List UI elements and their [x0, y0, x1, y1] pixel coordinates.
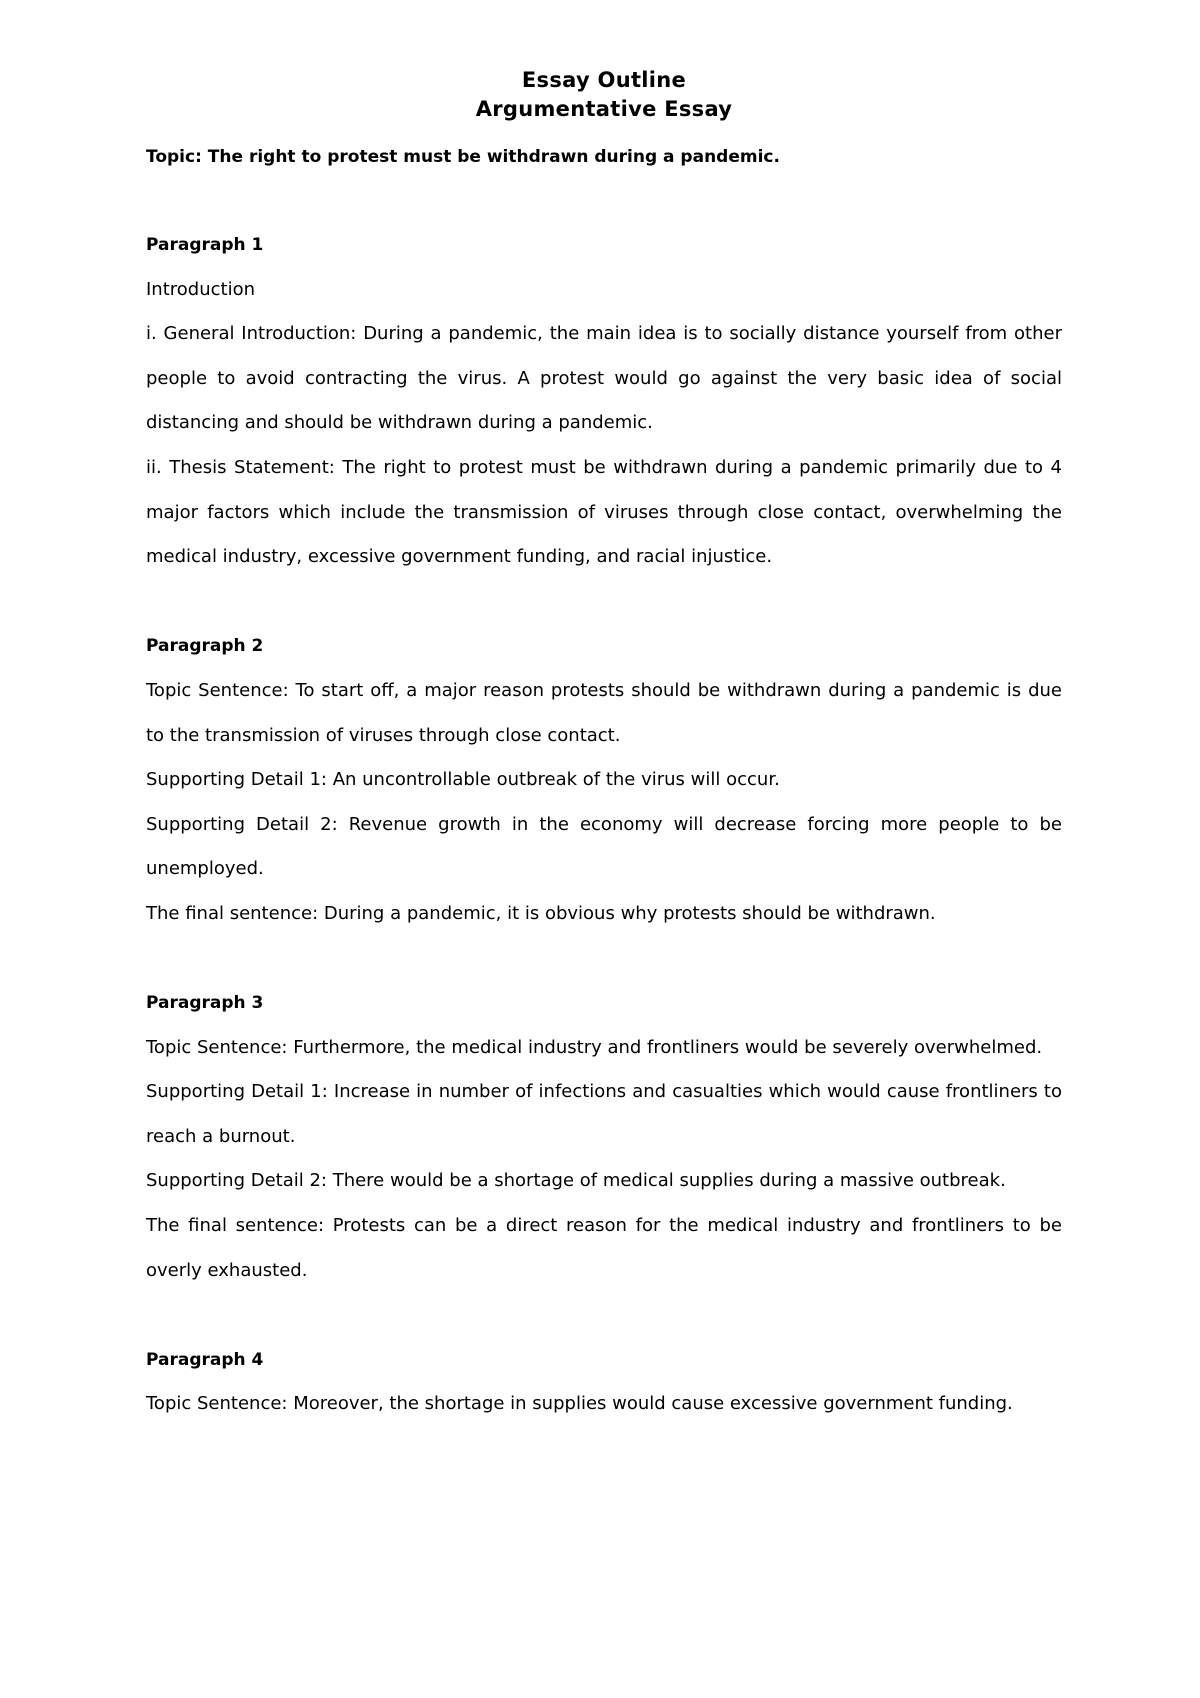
paragraph-section-4	[146, 1338, 1062, 1427]
paragraph-section-3	[146, 981, 1062, 1293]
topic-line: Topic: The right to protest must be withdrawn during a pandemic.	[146, 147, 780, 167]
spacer	[146, 179, 1062, 223]
supporting-detail-2: Supporting Detail 2: Revenue growth in the economy will decrease forcing more people to be unemployed.	[146, 813, 1062, 880]
paragraph-heading: Paragraph 2	[146, 636, 264, 657]
paragraph-heading: Paragraph 1	[146, 235, 264, 255]
final-sentence: The final sentence: Protests can be a direct reason for the medical industry and frontliners to be overly exhausted.	[146, 1215, 1062, 1281]
general-introduction: i. General Introduction: During a pandemic, the main idea is to socially distance yourself from other people to avoid contracting the virus. A protest would go against the very basic idea of social distancing and should be withdrawn during a pandemic.	[146, 323, 1062, 434]
final-sentence: The final sentence: During a pandemic, it is obvious why protests should be withdrawn.	[146, 902, 936, 924]
document-subtitle: Argumentative Essay	[475, 97, 733, 121]
topic-sentence: Topic Sentence: Moreover, the shortage in supplies would cause excessive government funding.	[146, 1393, 1013, 1415]
supporting-detail-1: Supporting Detail 1: Increase in number of infections and casualties which would cause frontliners to reach a burnout.	[146, 1081, 1062, 1147]
topic-sentence: Topic Sentence: Furthermore, the medical industry and frontliners would be severely overwhelmed.	[146, 1036, 1043, 1058]
paragraph-section-1	[146, 223, 1062, 580]
document-title: Essay Outline	[521, 68, 687, 92]
document-page	[146, 66, 1062, 1472]
supporting-detail-1: Supporting Detail 1: An uncontrollable outbreak of the virus will occur.	[146, 769, 780, 791]
section-label: Introduction	[146, 278, 256, 300]
paragraph-heading: Paragraph 3	[146, 993, 264, 1014]
title-block	[146, 66, 1062, 124]
topic-sentence: Topic Sentence: To start off, a major reason protests should be withdrawn during a pandemic is due to the transmission of viruses through close contact.	[146, 679, 1062, 746]
thesis-statement: ii. Thesis Statement: The right to protest must be withdrawn during a pandemic primarily due to 4 major factors which include the transmission of viruses through close contact, overwhelming the medical industry, excessive government funding, and racial injustice.	[146, 456, 1062, 568]
paragraph-heading: Paragraph 4	[146, 1349, 264, 1370]
supporting-detail-2: Supporting Detail 2: There would be a shortage of medical supplies during a massive outbreak.	[146, 1170, 1006, 1192]
paragraph-section-2	[146, 624, 1062, 936]
